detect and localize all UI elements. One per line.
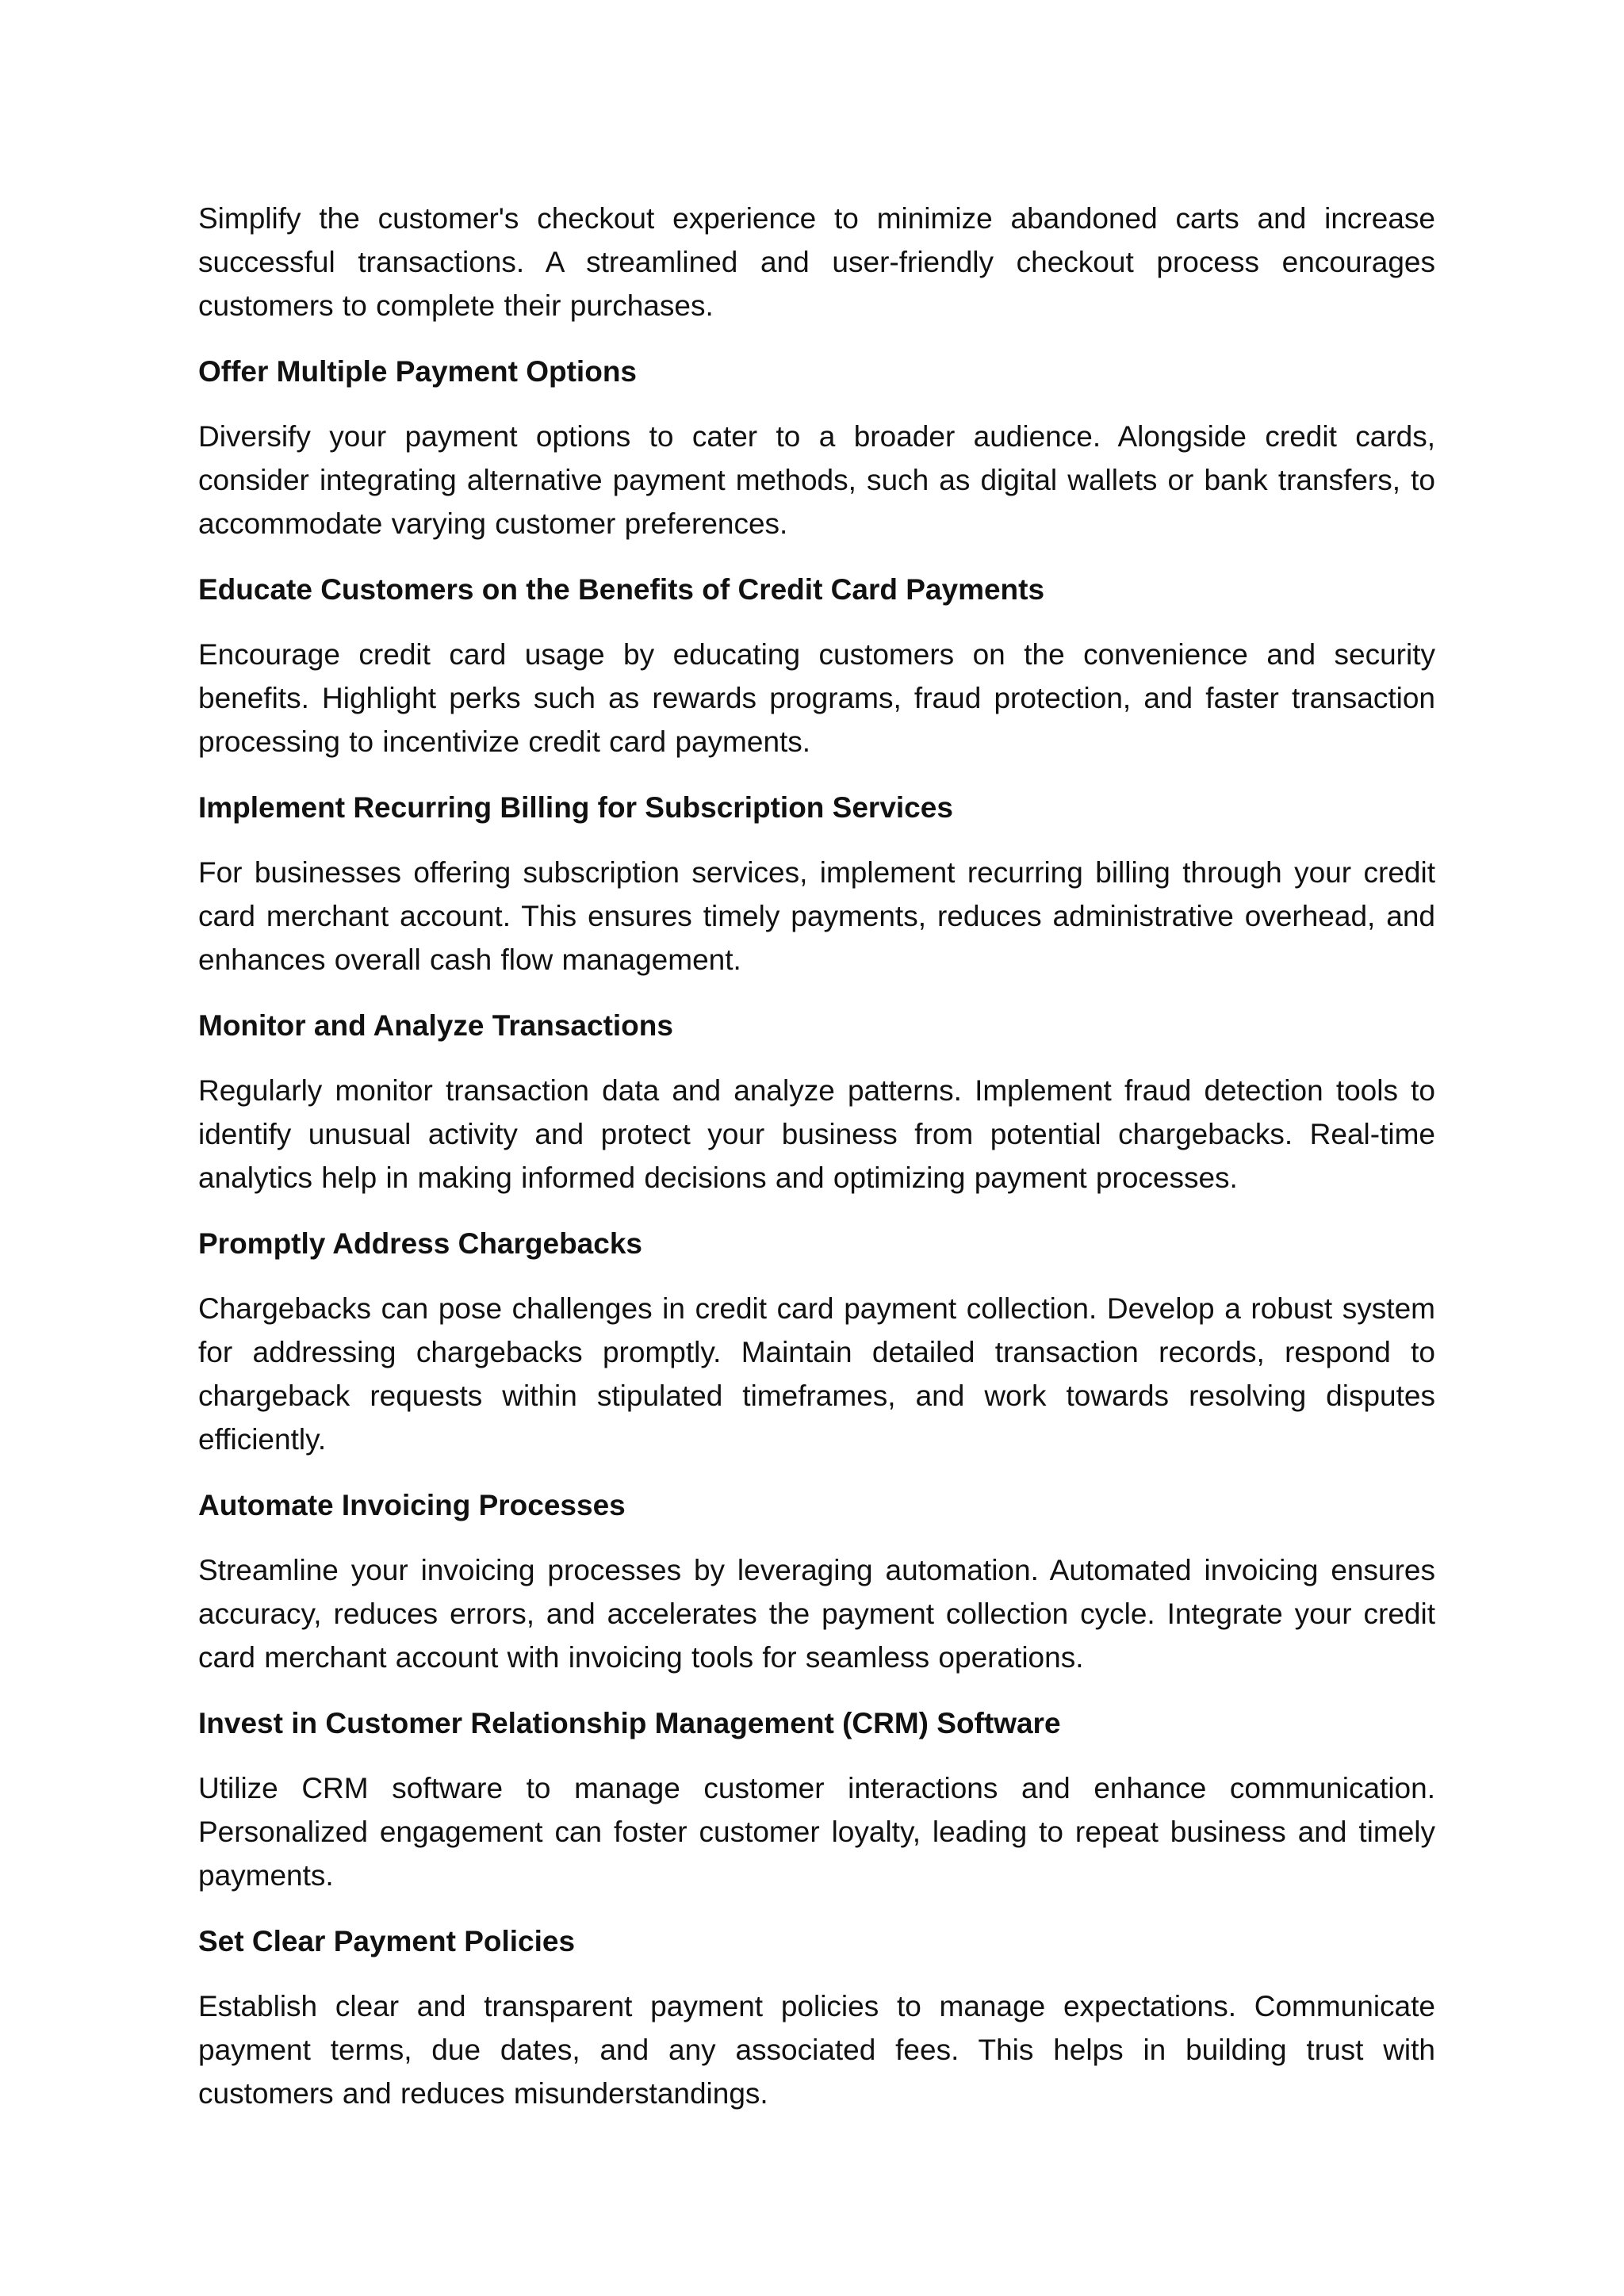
section-heading-crm-software: Invest in Customer Relationship Management (CRM) Software	[198, 1707, 1061, 1739]
section-heading-chargebacks: Promptly Address Chargebacks	[198, 1227, 642, 1260]
section-body-payment-policies: Establish clear and transparent payment policies to manage expectations. Communicate payment terms, due dates, and any associated fees. This helps in building trust with customers and reduces misunderstandings.	[198, 1990, 1435, 2110]
section-heading-recurring-billing: Implement Recurring Billing for Subscription Services	[198, 791, 953, 824]
intro-paragraph: Simplify the customer's checkout experience to minimize abandoned carts and increase successful transactions. A streamlined and user-friendly checkout process encourages customers to complete their purchases.	[198, 202, 1435, 322]
section-heading-payment-options: Offer Multiple Payment Options	[198, 355, 637, 388]
section-body-recurring-billing: For businesses offering subscription services, implement recurring billing through your credit card merchant account. This ensures timely payments, reduces administrative overhead, and enhances overall cash flow management.	[198, 856, 1435, 976]
section-heading-payment-policies: Set Clear Payment Policies	[198, 1925, 576, 1957]
section-heading-monitor-transactions: Monitor and Analyze Transactions	[198, 1009, 673, 1042]
section-heading-educate-customers: Educate Customers on the Benefits of Credit Card Payments	[198, 573, 1045, 606]
section-body-payment-options: Diversify your payment options to cater to a broader audience. Alongside credit cards, consider integrating alternative payment methods, such as digital wallets or bank transfers, to accommodate varying customer preferences.	[198, 420, 1435, 540]
section-body-chargebacks: Chargebacks can pose challenges in credit card payment collection. Develop a robust system for addressing chargebacks promptly. Maintain detailed transaction records, respond to chargeback requests within stipulated timeframes, and work towards resolving disputes efficiently.	[198, 1292, 1435, 1456]
section-body-monitor-transactions: Regularly monitor transaction data and analyze patterns. Implement fraud detection tools to identify unusual activity and protect your business from potential chargebacks. Real-time analytics help in making informed decisions and optimizing payment processes.	[198, 1074, 1435, 1194]
document-page	[198, 197, 1435, 2137]
section-body-crm-software: Utilize CRM software to manage customer interactions and enhance communication. Personalized engagement can foster customer loyalty, leading to repeat business and timely payments.	[198, 1772, 1435, 1892]
section-body-educate-customers: Encourage credit card usage by educating customers on the convenience and security benefits. Highlight perks such as rewards programs, fraud protection, and faster transaction processing to incentivize credit card payments.	[198, 638, 1435, 758]
section-body-automate-invoicing: Streamline your invoicing processes by leveraging automation. Automated invoicing ensures accuracy, reduces errors, and accelerates the payment collection cycle. Integrate your credit card merchant account with invoicing tools for seamless operations.	[198, 1554, 1435, 1674]
section-heading-automate-invoicing: Automate Invoicing Processes	[198, 1489, 626, 1521]
